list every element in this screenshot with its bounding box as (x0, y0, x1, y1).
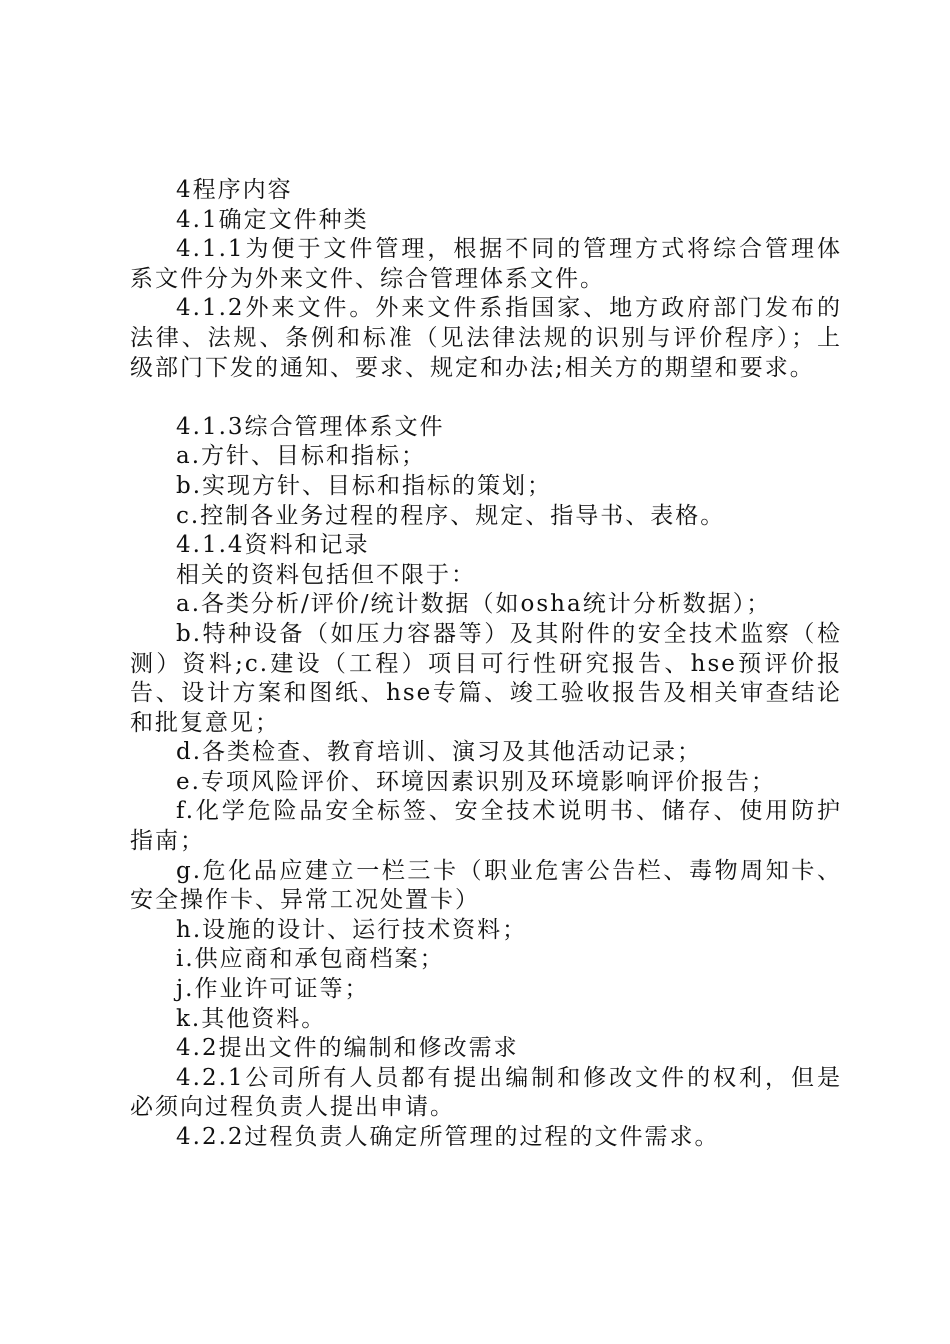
list-item-d: d.各类检查、教育培训、演习及其他活动记录； (176, 739, 703, 766)
paragraph-4-2-2: 4.2.2过程负责人确定所管理的过程的文件需求。 (176, 1124, 720, 1150)
list-item-i: i.供应商和承包商档案； (176, 946, 445, 973)
blank-line (130, 383, 842, 413)
document-body (130, 176, 842, 1153)
list-item-j: j.作业许可证等； (176, 976, 370, 1003)
list-item-h: h.设施的设计、运行技术资料； (176, 916, 528, 943)
section-heading-4: 4程序内容 (176, 177, 293, 203)
paragraph-4-1-2: 4.1.2外来文件。外来文件系指国家、地方政府部门发布的法律、法规、条例和标准（见法律法规的识别与评价程序）；上级部门下发的通知、要求、规定和办法;相关方的期望和要求。 (130, 295, 842, 381)
list-item-a-records: a.各类分析/评价/统计数据（如osha统计分析数据）； (176, 591, 772, 618)
section-heading-4-2: 4.2提出文件的编制和修改需求 (176, 1035, 519, 1062)
list-item-b-records: b.特种设备（如压力容器等）及其附件的安全技术监察（检测）资料;c.建设（工程）项目可行性研究报告、hse预评价报告、设计方案和图纸、hse专篇、竣工验收报告及相关审查结论和批复意见； (130, 620, 842, 736)
list-item-g: g.危化品应建立一栏三卡（职业危害公告栏、毒物周知卡、安全操作卡、异常工况处置卡） (130, 857, 842, 914)
section-heading-4-1-4: 4.1.4资料和记录 (176, 532, 370, 559)
list-item-k: k.其他资料。 (176, 1005, 327, 1032)
list-item-b: b.实现方针、目标和指标的策划； (176, 472, 553, 499)
paragraph-4-2-1: 4.2.1公司所有人员都有提出编制和修改文件的权利，但是必须向过程负责人提出申请。 (130, 1064, 842, 1121)
paragraph-4-1-1: 4.1.1为便于文件管理，根据不同的管理方式将综合管理体系文件分为外来文件、综合管理体系文件。 (130, 236, 842, 292)
paragraph-intro: 相关的资料包括但不限于： (176, 561, 476, 588)
section-heading-4-1: 4.1确定文件种类 (176, 206, 369, 233)
list-item-c: c.控制各业务过程的程序、规定、指导书、表格。 (176, 502, 726, 529)
section-heading-4-1-3: 4.1.3综合管理体系文件 (176, 413, 445, 440)
list-item-a: a.方针、目标和指标； (176, 443, 427, 470)
list-item-f: f.化学危险品安全标签、安全技术说明书、储存、使用防护指南； (130, 798, 842, 855)
list-item-e: e.专项风险评价、环境因素识别及环境影响评价报告； (176, 768, 776, 795)
